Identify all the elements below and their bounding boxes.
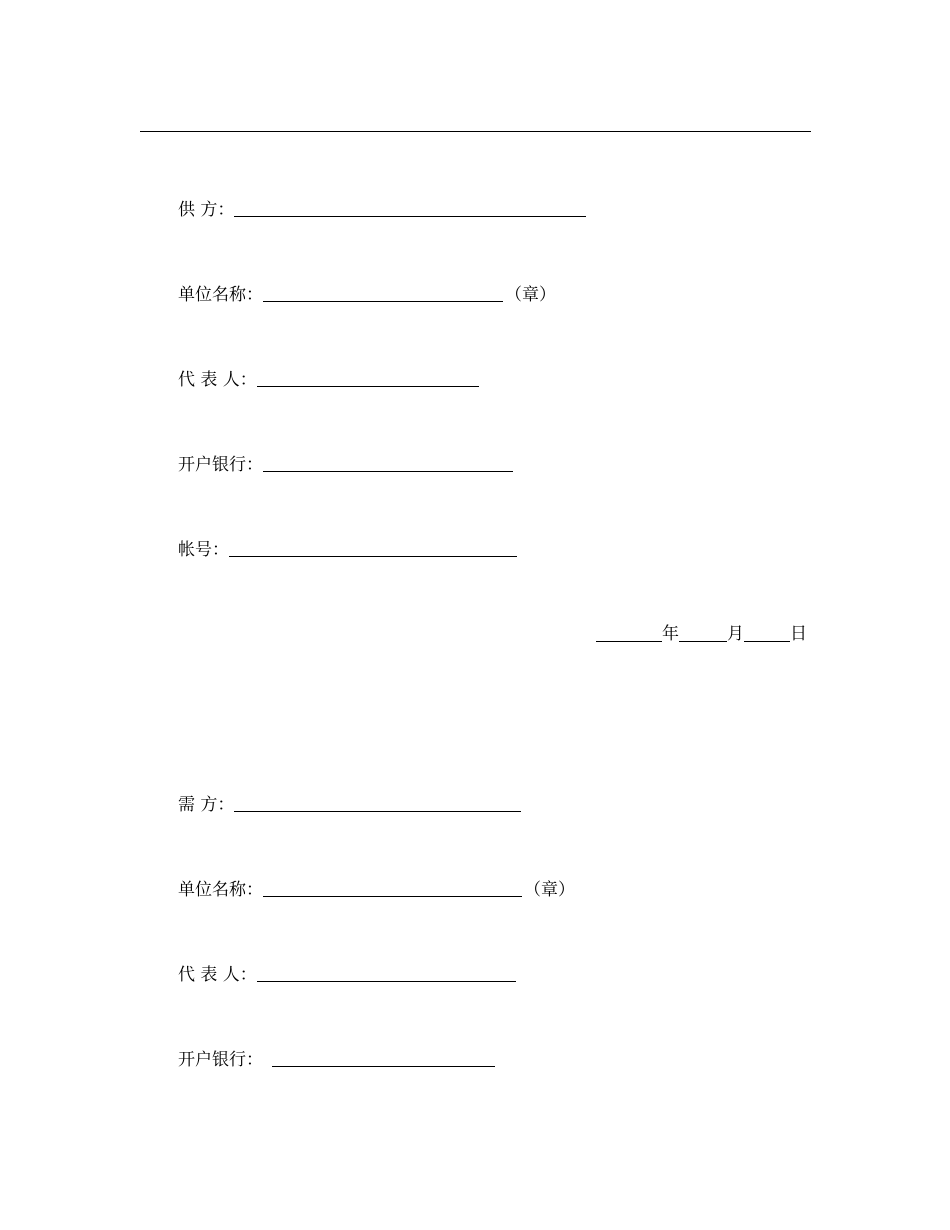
buyer-party-field [178,795,521,815]
supplier-account-field [178,540,517,560]
supplier-party-label: 供 方： [178,200,235,220]
day-blank[interactable] [744,640,790,642]
supplier-bank-field [178,455,513,475]
supplier-account-blank[interactable] [229,555,517,557]
supplier-representative-field [178,370,479,390]
buyer-unit-name-field [178,880,575,900]
supplier-party-field [178,200,586,220]
month-blank[interactable] [679,640,727,642]
supplier-representative-label: 代 表 人： [178,370,257,390]
supplier-bank-blank[interactable] [263,470,513,472]
buyer-representative-label: 代 表 人： [178,965,257,985]
buyer-bank-blank[interactable] [272,1065,495,1067]
supplier-unit-name-label: 单位名称： [178,285,263,305]
buyer-unit-name-label: 单位名称： [178,880,263,900]
signing-date [596,624,807,644]
supplier-seal-label: （章） [505,285,556,305]
buyer-party-label: 需 方： [178,795,235,815]
supplier-party-blank[interactable] [234,215,586,217]
month-label: 月 [727,624,744,644]
buyer-representative-field [178,965,516,985]
day-label: 日 [790,624,807,644]
supplier-bank-label: 开户银行： [178,455,263,475]
supplier-unit-name-blank[interactable] [263,300,503,302]
buyer-bank-label: 开户银行： [178,1050,263,1070]
supplier-representative-blank[interactable] [257,385,479,387]
buyer-bank-field [178,1050,495,1070]
header-rule [140,131,811,132]
buyer-party-blank[interactable] [234,810,521,812]
buyer-unit-name-blank[interactable] [263,895,522,897]
supplier-unit-name-field [178,285,556,305]
year-label: 年 [662,624,679,644]
year-blank[interactable] [596,640,662,642]
supplier-account-label: 帐号： [178,540,229,560]
buyer-representative-blank[interactable] [257,980,516,982]
buyer-seal-label: （章） [524,880,575,900]
